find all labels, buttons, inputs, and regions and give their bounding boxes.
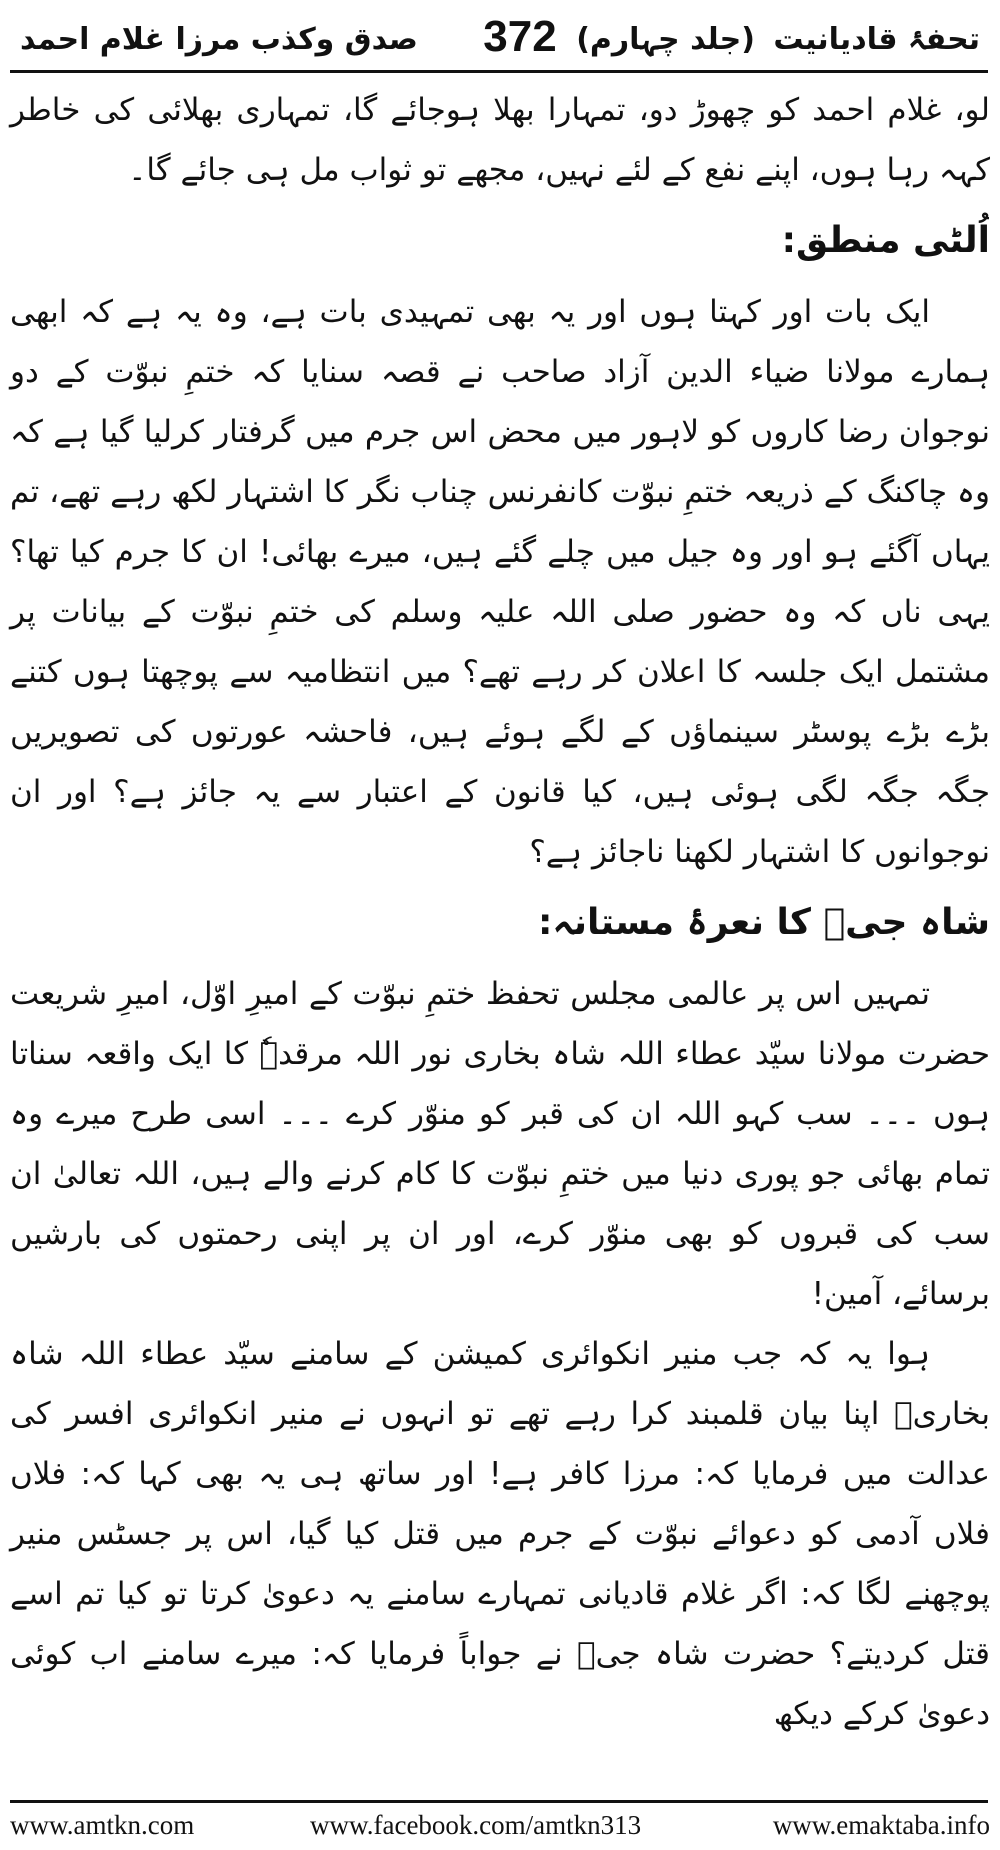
paragraph: لو، غلام احمد کو چھوڑ دو، تمہارا بھلا ہوجائے گا، تمہاری بھلائی کی خاطر کہہ رہا ہوں، اپنے نفع کے لئے نہیں، مجھے تو ثواب مل ہی جائے گا۔ xyxy=(10,92,990,188)
page-footer xyxy=(10,1810,990,1840)
body-text xyxy=(10,80,990,1744)
page-number: 372 xyxy=(483,12,557,61)
footer-link-facebook[interactable]: www.facebook.com/amtkn313 xyxy=(310,1810,642,1840)
section-heading: اُلٹی منطق: xyxy=(781,220,990,261)
header-rule xyxy=(10,70,988,73)
volume-label: (جلد چہارم) xyxy=(576,22,755,57)
book-title: تحفۂ قادیانیت xyxy=(773,22,980,57)
paragraph: ہوا یہ کہ جب منیر انکوائری کمیشن کے سامنے سیّد عطاء اللہ شاہ بخاریؒ اپنا بیان قلمبند کرا رہے تھے تو انہوں نے منیر انکوائری افسر کی عدالت میں فرمایا کہ: مرزا کافر ہے! اور ساتھ ہی یہ بھی کہا کہ: فلاں فلاں آدمی کو دعوائے نبوّت کے جرم میں قتل کیا گیا، اس پر جسٹس منیر پوچھنے لگا کہ: اگر غلام قادیانی تمہارے سامنے یہ دعویٰ کرتا تو کیا تم اسے قتل کردیتے؟ حضرت شاہ جیؒ نے جواباً فرمایا کہ: میرے سامنے اب کوئی دعویٰ کرکے دیکھ xyxy=(10,1336,990,1732)
chapter-subtitle: صدق وکذب مرزا غلام احمد xyxy=(20,22,418,57)
footer-rule xyxy=(10,1800,988,1803)
footer-link-emaktaba[interactable]: www.emaktaba.info xyxy=(772,1810,990,1840)
paragraph: ایک بات اور کہتا ہوں اور یہ بھی تمہیدی بات ہے، وہ یہ ہے کہ ابھی ہمارے مولانا ضیاء الدین آزاد صاحب نے قصہ سنایا کہ ختمِ نبوّت کے دو نوجوان رضا کاروں کو لاہور میں محض اس جرم میں گرفتار کرلیا گیا ہے کہ وہ چاکنگ کے ذریعہ ختمِ نبوّت کانفرنس چناب نگر کا اشتہار لکھ رہے تھے، تم یہاں آگئے ہو اور وہ جیل میں چلے گئے ہیں، میرے بھائی! ان کا جرم کیا تھا؟ یہی ناں کہ وہ حضور صلی اللہ علیہ وسلم کی ختمِ نبوّت کے بیانات پر مشتمل ایک جلسہ کا اعلان کر رہے تھے؟ میں انتظامیہ سے پوچھتا ہوں کتنے بڑے بڑے پوسٹر سینماؤں کے لگے ہوئے ہیں، فاحشہ عورتوں کی تصویریں جگہ جگہ لگی ہوئی ہیں، کیا قانون کے اعتبار سے یہ جائز ہے؟ اور ان نوجوانوں کا اشتہار لکھنا ناجائز ہے؟ xyxy=(10,294,990,870)
section-heading: شاہ جیؒ کا نعرۂ مستانہ: xyxy=(537,902,990,943)
footer-link-amtkn[interactable]: www.amtkn.com xyxy=(10,1810,195,1840)
page-header xyxy=(10,12,990,68)
paragraph: تمہیں اس پر عالمی مجلس تحفظ ختمِ نبوّت کے امیرِ اوّل، امیرِ شریعت حضرت مولانا سیّد عطاء اللہ شاہ بخاری نور اللہ مرقدہٗ کا ایک واقعہ سناتا ہوں ۔۔۔ سب کہو اللہ ان کی قبر کو منوّر کرے ۔۔۔ اسی طرح میرے وہ تمام بھائی جو پوری دنیا میں ختمِ نبوّت کا کام کرنے والے ہیں، اللہ تعالیٰ ان سب کی قبروں کو بھی منوّر کرے، اور ان پر اپنی رحمتوں کی بارشیں برسائے، آمین! xyxy=(10,976,990,1312)
